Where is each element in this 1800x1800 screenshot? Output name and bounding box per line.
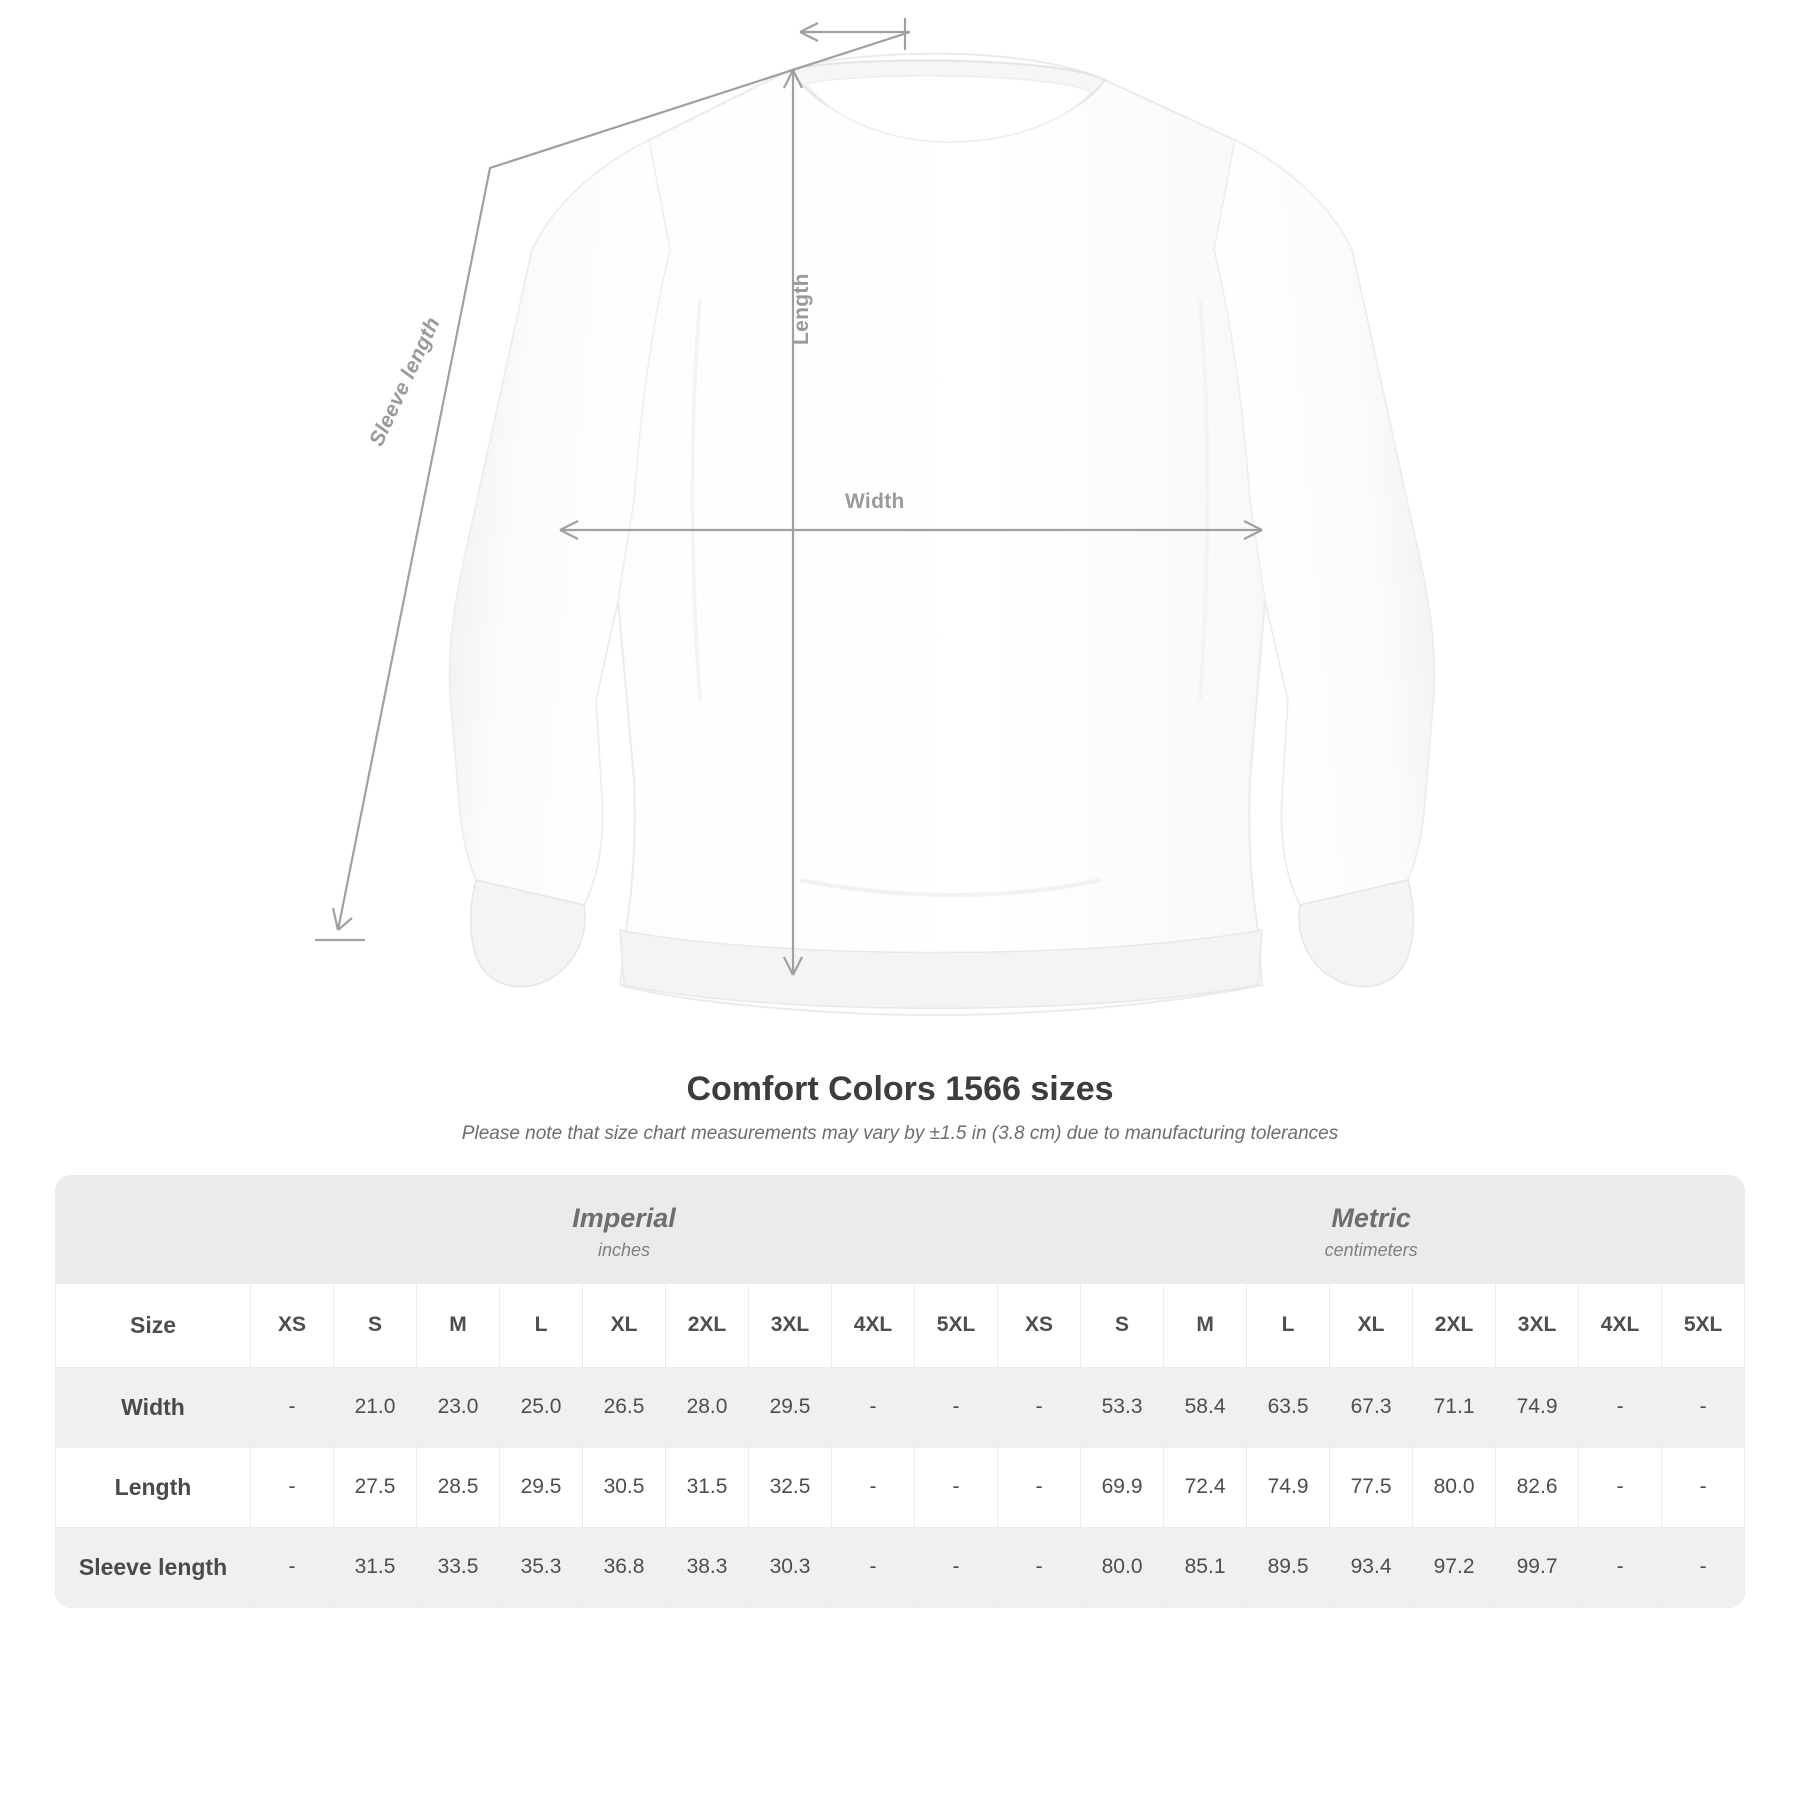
cell-width-imperial-m: 23.0 xyxy=(417,1367,500,1447)
cell-sleeve-metric-2xl: 97.2 xyxy=(1413,1527,1496,1607)
page-title: Comfort Colors 1566 sizes xyxy=(686,1070,1114,1108)
cell-length-metric-m: 72.4 xyxy=(1164,1447,1247,1527)
size-table xyxy=(55,1175,1745,1608)
cell-width-metric-m: 58.4 xyxy=(1164,1367,1247,1447)
col-imperial-5xl: 5XL xyxy=(915,1283,998,1367)
col-imperial-xl: XL xyxy=(583,1283,666,1367)
cell-length-metric-xs: - xyxy=(998,1447,1081,1527)
imperial-label: Imperial xyxy=(572,1203,676,1233)
metric-sub-label: centimeters xyxy=(1324,1239,1418,1260)
cell-width-metric-xs: - xyxy=(998,1367,1081,1447)
col-imperial-s: S xyxy=(334,1283,417,1367)
table-row-width xyxy=(56,1367,1745,1447)
row-label-width: Width xyxy=(56,1367,251,1447)
col-imperial-l: L xyxy=(500,1283,583,1367)
table-row-length xyxy=(56,1447,1745,1527)
cell-length-metric-3xl: 82.6 xyxy=(1496,1447,1579,1527)
cell-width-imperial-4xl: - xyxy=(832,1367,915,1447)
sleeve-length-dimension-label: Sleeve length xyxy=(365,313,445,450)
cell-width-metric-s: 53.3 xyxy=(1081,1367,1164,1447)
metric-unit-header xyxy=(998,1176,1745,1284)
col-imperial-2xl: 2XL xyxy=(666,1283,749,1367)
width-dimension-label: Width xyxy=(845,490,905,513)
col-metric-3xl: 3XL xyxy=(1496,1283,1579,1367)
col-imperial-3xl: 3XL xyxy=(749,1283,832,1367)
cell-sleeve-metric-xl: 93.4 xyxy=(1330,1527,1413,1607)
table-row-sleeve-length xyxy=(56,1527,1745,1607)
cell-width-metric-5xl: - xyxy=(1662,1367,1745,1447)
row-label-sleeve-length: Sleeve length xyxy=(56,1527,251,1607)
cell-length-imperial-l: 29.5 xyxy=(500,1447,583,1527)
col-metric-2xl: 2XL xyxy=(1413,1283,1496,1367)
imperial-sub-label: inches xyxy=(598,1239,651,1260)
cell-sleeve-metric-s: 80.0 xyxy=(1081,1527,1164,1607)
cell-sleeve-imperial-s: 31.5 xyxy=(334,1527,417,1607)
cell-width-imperial-s: 21.0 xyxy=(334,1367,417,1447)
metric-label: Metric xyxy=(1331,1203,1411,1233)
cell-sleeve-imperial-xs: - xyxy=(251,1527,334,1607)
cell-width-metric-2xl: 71.1 xyxy=(1413,1367,1496,1447)
col-metric-m: M xyxy=(1164,1283,1247,1367)
cell-length-metric-l: 74.9 xyxy=(1247,1447,1330,1527)
cell-width-imperial-3xl: 29.5 xyxy=(749,1367,832,1447)
unit-corner-cell xyxy=(56,1176,251,1284)
col-metric-l: L xyxy=(1247,1283,1330,1367)
cell-sleeve-imperial-l: 35.3 xyxy=(500,1527,583,1607)
tolerance-note: Please note that size chart measurements may vary by ±1.5 in (3.8 cm) due to manufacturing tolerances xyxy=(461,1123,1339,1144)
row-label-length: Length xyxy=(56,1447,251,1527)
cell-sleeve-imperial-3xl: 30.3 xyxy=(749,1527,832,1607)
col-metric-5xl: 5XL xyxy=(1662,1283,1745,1367)
cell-sleeve-imperial-xl: 36.8 xyxy=(583,1527,666,1607)
cell-length-metric-xl: 77.5 xyxy=(1330,1447,1413,1527)
cell-sleeve-imperial-4xl: - xyxy=(832,1527,915,1607)
cell-width-imperial-5xl: - xyxy=(915,1367,998,1447)
col-imperial-m: M xyxy=(417,1283,500,1367)
cell-sleeve-metric-l: 89.5 xyxy=(1247,1527,1330,1607)
cell-length-metric-5xl: - xyxy=(1662,1447,1745,1527)
cell-sleeve-metric-4xl: - xyxy=(1579,1527,1662,1607)
cell-sleeve-imperial-2xl: 38.3 xyxy=(666,1527,749,1607)
col-imperial-4xl: 4XL xyxy=(832,1283,915,1367)
title-block xyxy=(0,1070,1800,1145)
size-header-row xyxy=(56,1283,1745,1367)
col-imperial-xs: XS xyxy=(251,1283,334,1367)
cell-sleeve-metric-m: 85.1 xyxy=(1164,1527,1247,1607)
cell-length-imperial-4xl: - xyxy=(832,1447,915,1527)
imperial-unit-header xyxy=(251,1176,998,1284)
cell-sleeve-metric-xs: - xyxy=(998,1527,1081,1607)
cell-width-metric-xl: 67.3 xyxy=(1330,1367,1413,1447)
cell-sleeve-metric-5xl: - xyxy=(1662,1527,1745,1607)
cell-length-imperial-xl: 30.5 xyxy=(583,1447,666,1527)
size-header-label: Size xyxy=(56,1283,251,1367)
cell-sleeve-metric-3xl: 99.7 xyxy=(1496,1527,1579,1607)
col-metric-4xl: 4XL xyxy=(1579,1283,1662,1367)
cell-sleeve-imperial-m: 33.5 xyxy=(417,1527,500,1607)
size-table-wrapper xyxy=(55,1175,1745,1608)
cell-width-metric-l: 63.5 xyxy=(1247,1367,1330,1447)
cell-length-imperial-m: 28.5 xyxy=(417,1447,500,1527)
cell-width-imperial-xl: 26.5 xyxy=(583,1367,666,1447)
cell-width-metric-4xl: - xyxy=(1579,1367,1662,1447)
sleeve-line xyxy=(338,32,910,930)
cell-length-imperial-s: 27.5 xyxy=(334,1447,417,1527)
unit-header-row xyxy=(56,1176,1745,1284)
cell-width-imperial-2xl: 28.0 xyxy=(666,1367,749,1447)
col-metric-xs: XS xyxy=(998,1283,1081,1367)
cell-length-metric-s: 69.9 xyxy=(1081,1447,1164,1527)
length-dimension-label: Length xyxy=(790,273,813,345)
cell-width-metric-3xl: 74.9 xyxy=(1496,1367,1579,1447)
cell-length-imperial-xs: - xyxy=(251,1447,334,1527)
cell-length-metric-2xl: 80.0 xyxy=(1413,1447,1496,1527)
cell-width-imperial-xs: - xyxy=(251,1367,334,1447)
cell-length-imperial-5xl: - xyxy=(915,1447,998,1527)
col-metric-xl: XL xyxy=(1330,1283,1413,1367)
col-metric-s: S xyxy=(1081,1283,1164,1367)
cell-sleeve-imperial-5xl: - xyxy=(915,1527,998,1607)
cell-length-metric-4xl: - xyxy=(1579,1447,1662,1527)
cell-length-imperial-2xl: 31.5 xyxy=(666,1447,749,1527)
cell-width-imperial-l: 25.0 xyxy=(500,1367,583,1447)
cell-length-imperial-3xl: 32.5 xyxy=(749,1447,832,1527)
